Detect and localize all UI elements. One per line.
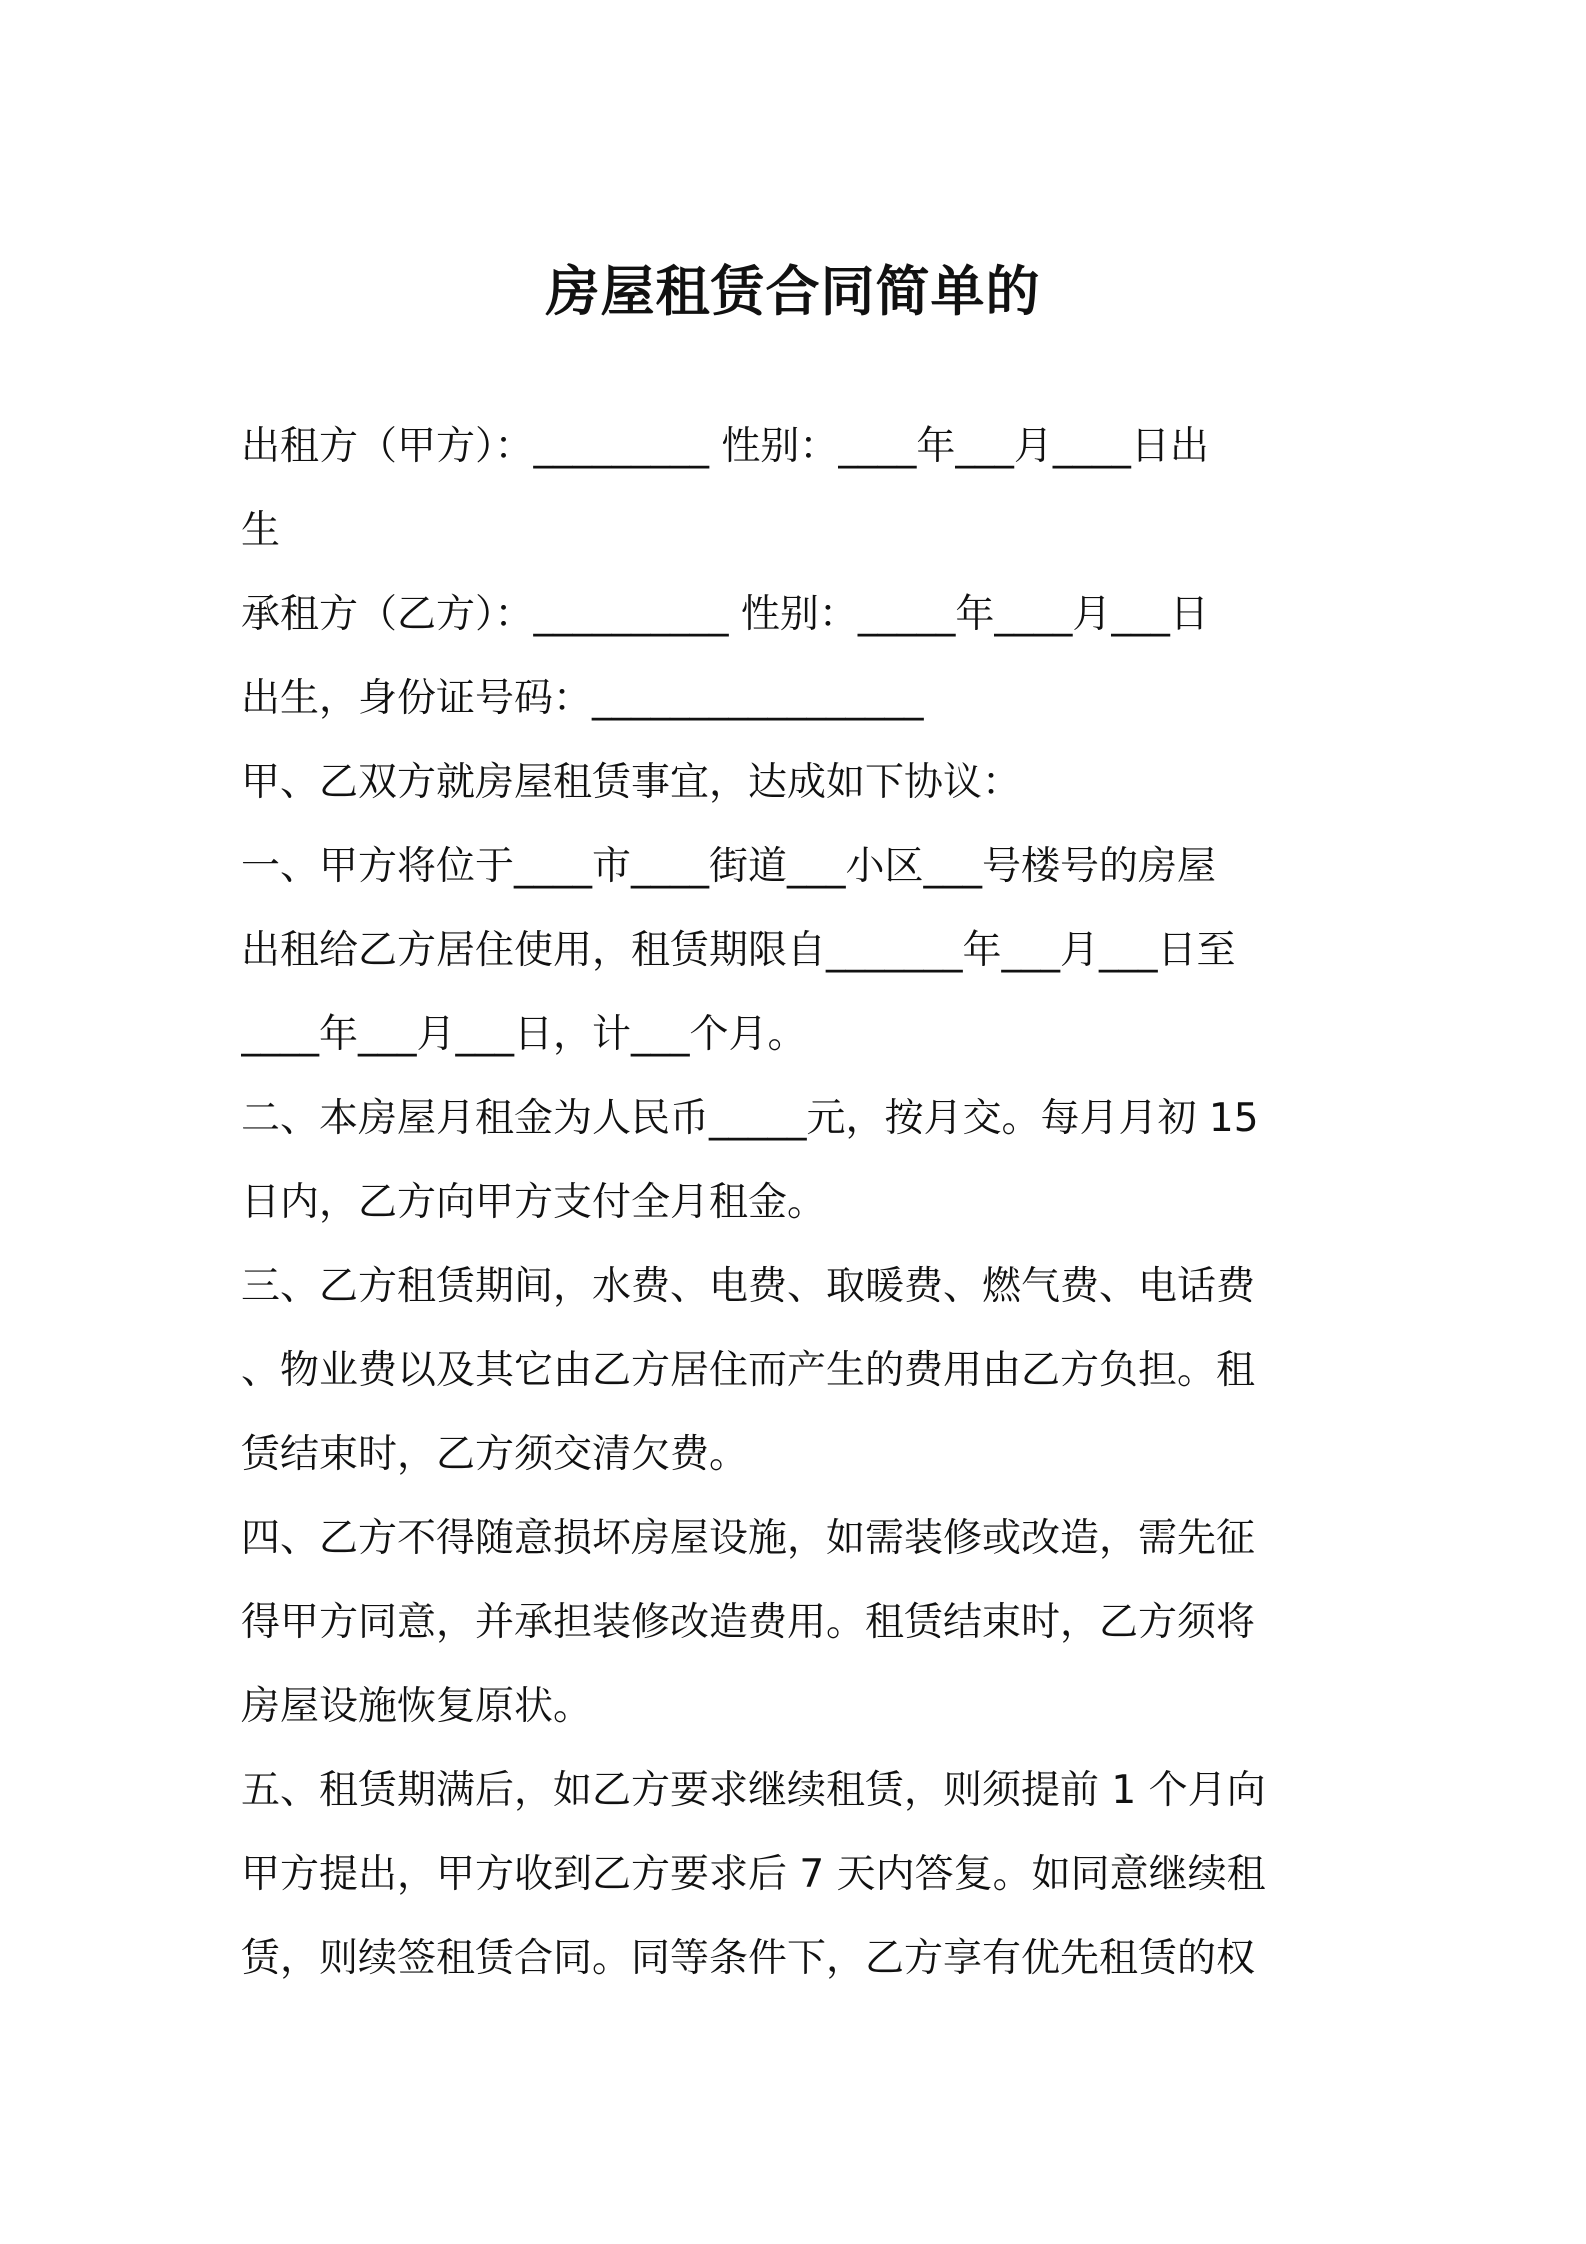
text-line: 承租方（乙方）：__________ 性别：_____年____月___日 [241, 592, 1209, 637]
text-line: 五、租赁期满后，如乙方要求继续租赁，则须提前 1 个月向 [241, 1768, 1266, 1813]
text-line: 生 [241, 508, 281, 553]
text-line: 出生，身份证号码：_________________ [241, 676, 924, 721]
text-line: 二、本房屋月租金为人民币_____元，按月交。每月月初 15 [241, 1096, 1259, 1141]
text-line: 出租方（甲方）：_________ 性别：____年___月____日出 [241, 424, 1209, 469]
text-line: 、物业费以及其它由乙方居住而产生的费用由乙方负担。租 [241, 1348, 1256, 1393]
text-line: 出租给乙方居住使用，租赁期限自_______年___月___日至 [241, 928, 1236, 973]
text-line: 三、乙方租赁期间，水费、电费、取暖费、燃气费、电话费 [241, 1264, 1256, 1309]
document-body [241, 405, 1361, 2001]
text-line: 甲方提出，甲方收到乙方要求后 7 天内答复。如同意继续租 [241, 1852, 1266, 1897]
document-title: 房屋租赁合同简单的 [545, 260, 1041, 323]
text-line: 赁，则续签租赁合同。同等条件下，乙方享有优先租赁的权 [241, 1936, 1256, 1981]
text-line: 得甲方同意，并承担装修改造费用。租赁结束时，乙方须将 [241, 1600, 1256, 1645]
text-line: 甲、乙双方就房屋租赁事宜，达成如下协议： [241, 760, 1022, 805]
text-line: ____年___月___日，计___个月。 [241, 1012, 807, 1057]
text-line: 一、甲方将位于____市____街道___小区___号楼号的房屋 [241, 844, 1217, 889]
text-line: 房屋设施恢复原状。 [241, 1684, 593, 1729]
text-line: 赁结束时，乙方须交清欠费。 [241, 1432, 749, 1477]
text-line: 日内，乙方向甲方支付全月租金。 [241, 1180, 827, 1225]
text-line: 四、乙方不得随意损坏房屋设施，如需装修或改造，需先征 [241, 1516, 1256, 1561]
